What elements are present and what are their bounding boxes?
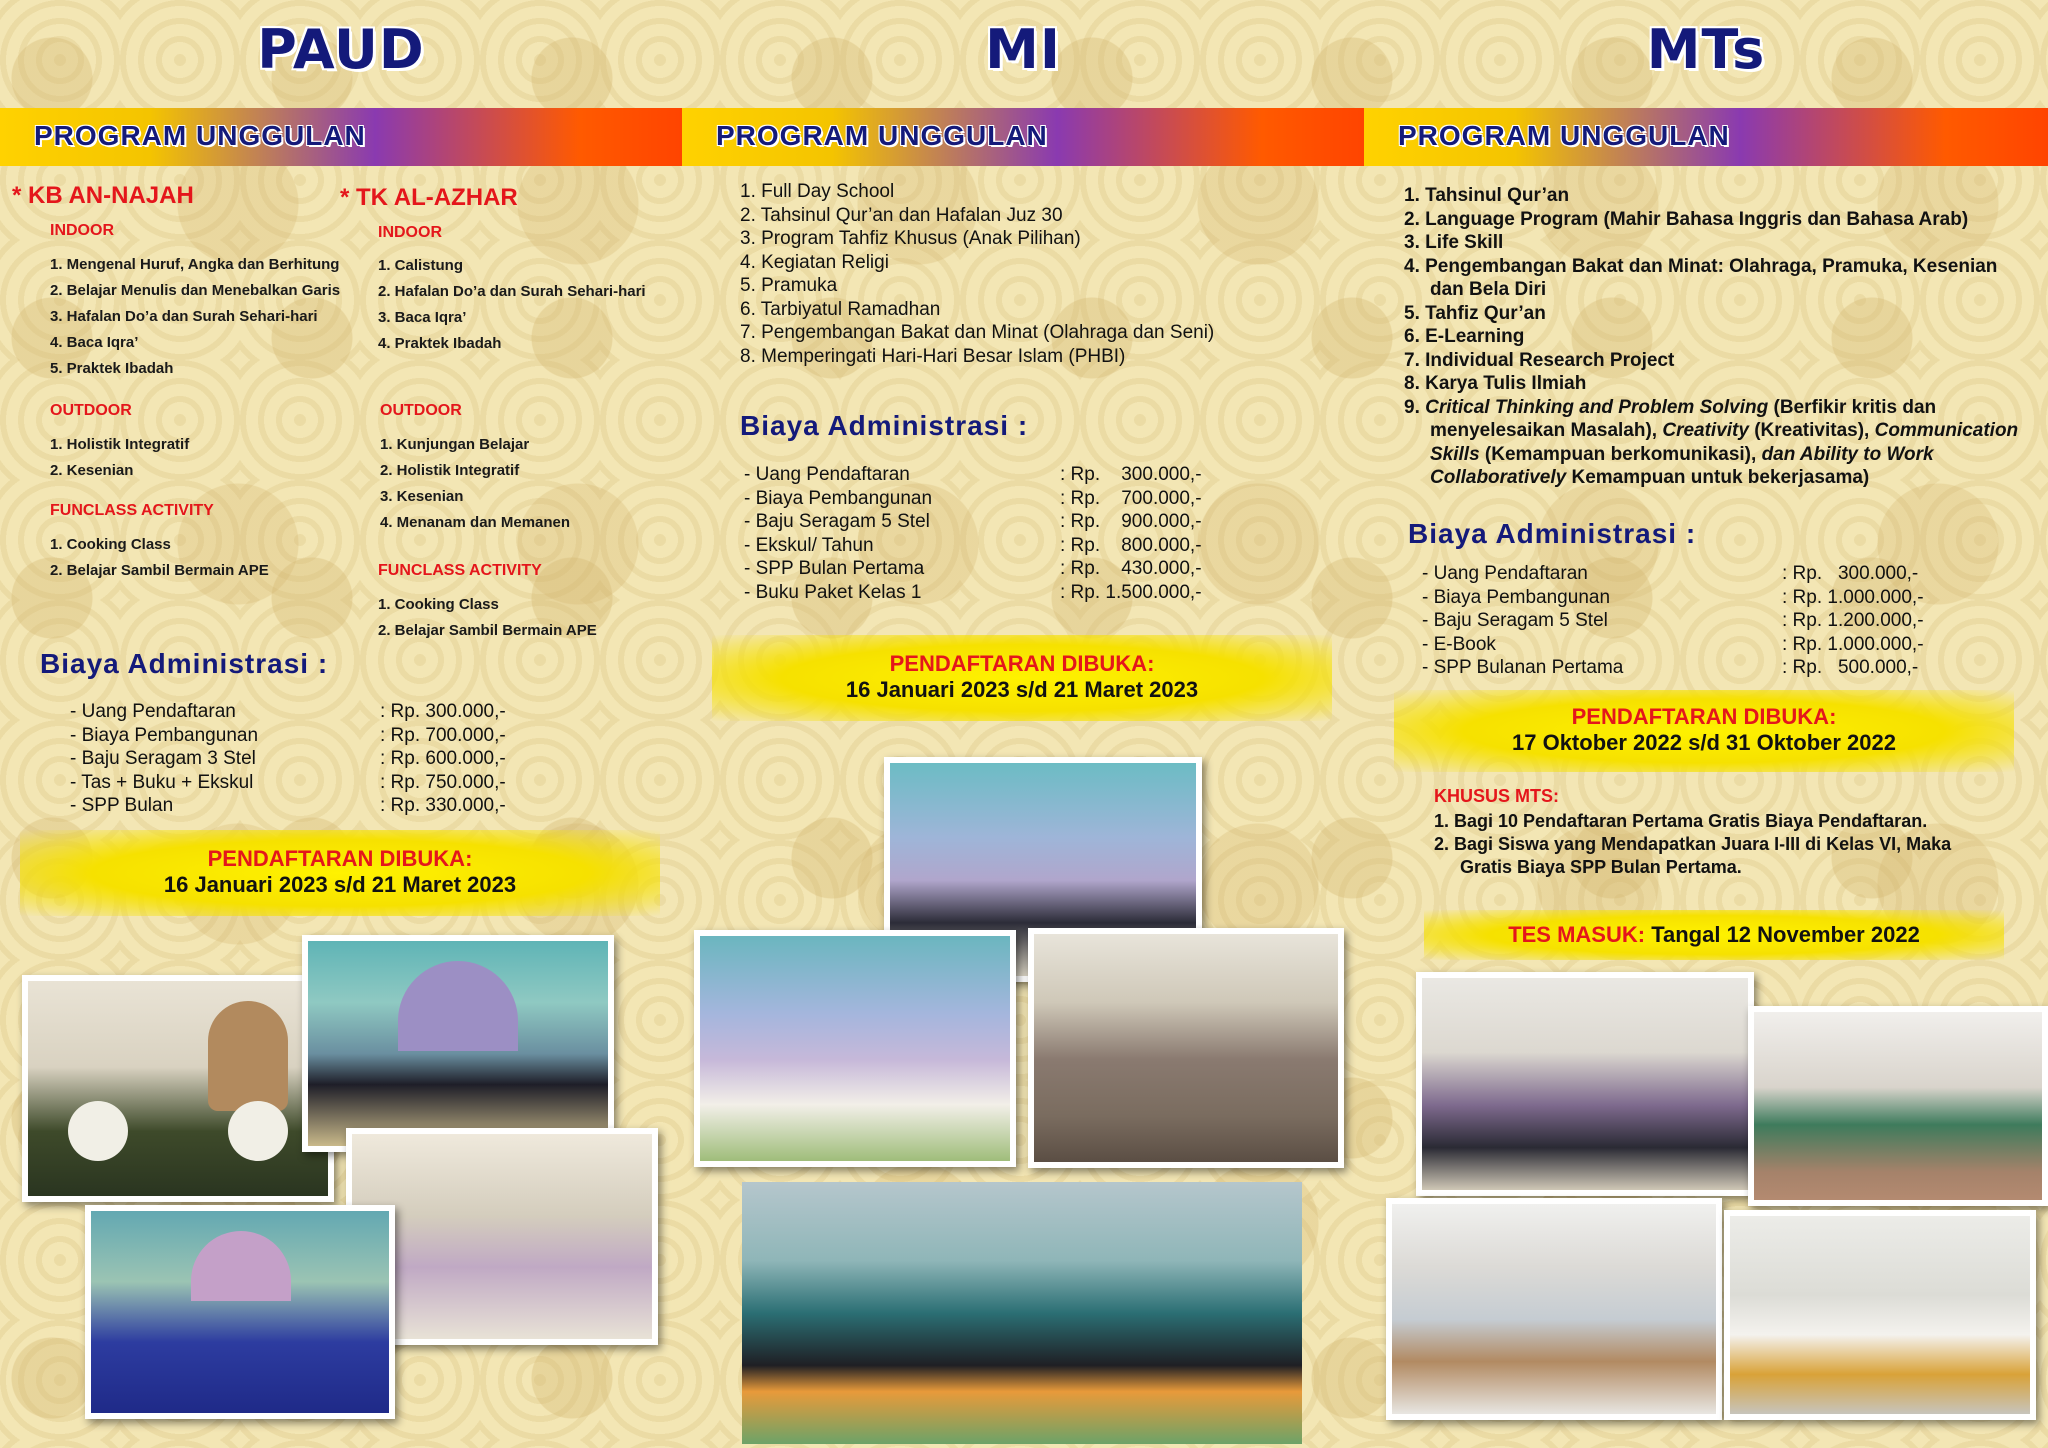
- tk-funclass-list: [378, 592, 597, 644]
- list-item: 1. Mengenal Huruf, Angka dan Berhitung: [50, 256, 340, 273]
- list-item: 3. Hafalan Do’a dan Surah Sehari-hari: [50, 308, 318, 325]
- list-item: 3. Baca Iqra’: [378, 309, 467, 326]
- list-item: 1. Cooking Class: [50, 536, 171, 553]
- list-item: 8. Memperingati Hari-Hari Besar Islam (PHBI): [740, 345, 1126, 367]
- fee-row: [1422, 609, 1982, 633]
- list-item: 1. Calistung: [378, 257, 464, 274]
- list-item: 3. Life Skill: [1404, 232, 1504, 253]
- tk-name: * TK AL-AZHAR: [340, 184, 518, 211]
- fee-label: - Uang Pendaftaran: [70, 701, 236, 722]
- fee-row: [744, 557, 1284, 581]
- list-item: 1. Holistik Integratif: [50, 436, 190, 453]
- mi-reg-dates: 16 Januari 2023 s/d 21 Maret 2023: [845, 677, 1199, 702]
- tk-outdoor-label: OUTDOOR: [380, 402, 462, 419]
- fee-label: - Baju Seragam 5 Stel: [744, 511, 930, 532]
- fee-row: [744, 581, 1284, 605]
- text-italic: Creativity: [1662, 420, 1749, 441]
- fee-label: - Baju Seragam 5 Stel: [1422, 610, 1608, 631]
- list-item: 1. Tahsinul Qur’an: [1404, 185, 1570, 206]
- photo-quran-reading: [1028, 928, 1344, 1168]
- mts-tes-label: TES MASUK:: [1508, 922, 1646, 947]
- fee-amount: : Rp. 330.000,-: [380, 795, 506, 816]
- paud-registration-banner: [20, 830, 660, 916]
- text: Kemampuan untuk bekerjasama): [1566, 467, 1870, 488]
- kb-funclass-label: FUNCLASS ACTIVITY: [50, 502, 214, 519]
- list-item: 6. Tarbiyatul Ramadhan: [740, 298, 941, 320]
- fee-row: [744, 463, 1284, 487]
- fee-label: - Uang Pendaftaran: [1422, 563, 1588, 584]
- list-item: 7. Individual Research Project: [1404, 349, 1675, 371]
- text-italic: Critical Thinking and Problem Solving: [1425, 396, 1769, 418]
- kb-indoor-label: INDOOR: [50, 222, 114, 239]
- mts-khusus-list: [1434, 810, 1974, 879]
- paud-reg-dates: 16 Januari 2023 s/d 21 Maret 2023: [163, 872, 517, 897]
- fee-label: - Baju Seragam 3 Stel: [70, 748, 256, 769]
- fee-amount: : Rp. 430.000,-: [1060, 558, 1202, 579]
- tk-indoor-label: INDOOR: [378, 224, 442, 241]
- fee-label: - E-Book: [1422, 633, 1496, 655]
- list-item: 2. Tahsinul Qur’an dan Hafalan Juz 30: [740, 204, 1063, 226]
- list-item: 7. Pengembangan Bakat dan Minat (Olahraga dan Seni): [740, 322, 1215, 343]
- fee-label: - Biaya Pembangunan: [1422, 586, 1611, 608]
- mi-banner-label: PROGRAM UNGGULAN: [716, 120, 1048, 151]
- list-item: 1. Kunjungan Belajar: [380, 436, 530, 453]
- fee-label: - Ekskul/ Tahun: [744, 534, 874, 556]
- fee-label: - Biaya Pembangunan: [70, 724, 259, 746]
- fee-row: [70, 724, 550, 748]
- fee-amount: : Rp. 750.000,-: [380, 771, 506, 793]
- text-italic: Communication Skills: [1430, 420, 2019, 465]
- paud-panel: [0, 0, 682, 1448]
- fee-row: [1422, 562, 1982, 586]
- mi-program-list: [740, 180, 1214, 368]
- photo-science-experiment: [1748, 1006, 2048, 1206]
- tk-funclass-label: FUNCLASS ACTIVITY: [378, 562, 542, 579]
- fee-row: [1422, 633, 1982, 657]
- fee-amount: : Rp. 1.000.000,-: [1782, 586, 1924, 608]
- mi-panel: [682, 0, 1364, 1448]
- item-number: 9.: [1404, 396, 1426, 418]
- text: (Kemampuan berkomunikasi),: [1479, 443, 1762, 465]
- fee-row: [1422, 586, 1982, 610]
- list-item: 5. Pramuka: [740, 275, 838, 296]
- fee-label: - Tas + Buku + Ekskul: [70, 771, 254, 793]
- paud-banner-label: PROGRAM UNGGULAN: [34, 120, 366, 151]
- fee-amount: : Rp. 700.000,-: [380, 724, 506, 746]
- paud-reg-label: PENDAFTARAN DIBUKA:: [207, 846, 473, 871]
- mts-panel: [1364, 0, 2048, 1448]
- photo-group-activity: [1386, 1198, 1722, 1420]
- fee-label: - Buku Paket Kelas 1: [744, 581, 922, 603]
- mts-biaya-title: Biaya Administrasi :: [1408, 518, 1697, 549]
- mi-biaya-title: Biaya Administrasi :: [740, 410, 1029, 441]
- fee-label: - Uang Pendaftaran: [744, 464, 910, 485]
- kb-name: * KB AN-NAJAH: [12, 182, 194, 209]
- mi-program-banner: [682, 108, 1364, 166]
- fee-label: - SPP Bulan: [70, 795, 174, 816]
- text: (Kreativitas),: [1748, 420, 1875, 441]
- photo-tie-dye-class: [1416, 972, 1754, 1196]
- text: (Berfikir kritis dan menyelesaikan Masalah),: [1430, 396, 1937, 441]
- list-item: 2. Belajar Menulis dan Menebalkan Garis: [50, 282, 341, 299]
- fee-amount: : Rp. 600.000,-: [380, 748, 506, 769]
- fee-row: [70, 747, 550, 771]
- mts-tes-date: Tangal 12 November 2022: [1645, 922, 1920, 947]
- fee-row: [1422, 656, 1982, 680]
- list-item: 2. Kesenian: [50, 462, 134, 479]
- list-item: 3. Program Tahfiz Khusus (Anak Pilihan): [740, 228, 1081, 249]
- photo-mi-graduation-group: [742, 1182, 1302, 1444]
- mi-title: MI: [985, 18, 1061, 81]
- mi-registration-banner: [712, 635, 1332, 721]
- fee-row: [70, 794, 550, 818]
- paud-fee-table: [70, 700, 550, 818]
- kb-funclass-list: [50, 532, 269, 584]
- paud-program-banner: [0, 108, 682, 166]
- photo-project-work: [1724, 1210, 2036, 1420]
- fee-amount: : Rp. 1.200.000,-: [1782, 610, 1924, 631]
- mts-tes-line: [1424, 922, 2004, 948]
- list-item: 2. Holistik Integratif: [380, 462, 520, 479]
- fee-amount: : Rp. 300.000,-: [1782, 563, 1919, 584]
- paud-biaya-title: Biaya Administrasi :: [40, 648, 329, 679]
- mts-fee-table: [1422, 562, 1982, 680]
- kb-outdoor-label: OUTDOOR: [50, 402, 132, 419]
- fee-amount: : Rp. 1.000.000,-: [1782, 633, 1924, 655]
- list-item: 2. Belajar Sambil Bermain APE: [378, 622, 597, 639]
- fee-row: [70, 771, 550, 795]
- list-item: 5. Praktek Ibadah: [50, 360, 174, 377]
- list-item: 4. Baca Iqra’: [50, 334, 139, 351]
- list-item: 4. Kegiatan Religi: [740, 251, 889, 273]
- fee-label: - SPP Bulanan Pertama: [1422, 657, 1624, 678]
- fee-row: [744, 487, 1284, 511]
- mts-banner-label: PROGRAM UNGGULAN: [1398, 120, 1730, 151]
- mts-tes-banner: [1424, 910, 2004, 960]
- mts-title: MTs: [1646, 18, 1766, 81]
- mts-program-banner: [1364, 108, 2048, 166]
- photo-stage-performance: [302, 935, 614, 1152]
- list-item: 8. Karya Tulis Ilmiah: [1404, 373, 1587, 394]
- fee-amount: : Rp. 1.500.000,-: [1060, 581, 1202, 603]
- list-item: 1. Bagi 10 Pendaftaran Pertama Gratis Biaya Pendaftaran.: [1434, 811, 1928, 831]
- list-item: 6. E-Learning: [1404, 326, 1525, 347]
- fee-row: [744, 510, 1284, 534]
- fee-label: - SPP Bulan Pertama: [744, 558, 925, 579]
- kb-indoor-list: [50, 252, 340, 382]
- paud-title: PAUD: [257, 18, 425, 81]
- tk-outdoor-list: [380, 432, 570, 536]
- list-item: 5. Tahfiz Qur’an: [1404, 302, 1546, 324]
- mts-reg-dates: 17 Oktober 2022 s/d 31 Oktober 2022: [1512, 730, 1896, 755]
- fee-amount: : Rp. 900.000,-: [1060, 511, 1202, 532]
- mts-registration-banner: [1394, 690, 2014, 772]
- kb-outdoor-list: [50, 432, 189, 484]
- list-item: 4. Praktek Ibadah: [378, 335, 502, 352]
- fee-amount: : Rp. 700.000,-: [1060, 487, 1202, 509]
- text-italic: dan Ability to Work Collaboratively: [1430, 443, 1934, 488]
- list-item: 3. Kesenian: [380, 488, 464, 505]
- list-item: 2. Hafalan Do’a dan Surah Sehari-hari: [378, 283, 646, 300]
- photo-group-graduation: [85, 1205, 395, 1419]
- fee-amount: : Rp. 800.000,-: [1060, 534, 1202, 556]
- fee-row: [744, 534, 1284, 558]
- photo-cooking-class: [22, 975, 334, 1202]
- fee-amount: : Rp. 300.000,-: [1060, 464, 1202, 485]
- fee-amount: : Rp. 300.000,-: [380, 701, 506, 722]
- list-item: 2. Bagi Siswa yang Mendapatkan Juara I-III di Kelas VI, Maka Gratis Biaya SPP Bulan Pertama.: [1434, 834, 1952, 877]
- mts-reg-label: PENDAFTARAN DIBUKA:: [1571, 704, 1837, 729]
- list-item: 4. Menanam dan Memanen: [380, 514, 571, 531]
- mi-fee-table: [744, 463, 1284, 604]
- photo-stage-costumes: [694, 930, 1016, 1167]
- fee-amount: : Rp. 500.000,-: [1782, 657, 1919, 678]
- list-item: 2. Language Program (Mahir Bahasa Inggris dan Bahasa Arab): [1404, 208, 1969, 230]
- mts-khusus-title: KHUSUS MTS:: [1434, 786, 1559, 806]
- list-item: 2. Belajar Sambil Bermain APE: [50, 562, 269, 579]
- list-item: [1404, 396, 2024, 490]
- list-item: 1. Cooking Class: [378, 596, 499, 613]
- fee-label: - Biaya Pembangunan: [744, 487, 933, 509]
- mi-reg-label: PENDAFTARAN DIBUKA:: [889, 651, 1155, 676]
- mts-program-list: [1404, 184, 2024, 490]
- list-item: 4. Pengembangan Bakat dan Minat: Olahraga, Pramuka, Kesenian dan Bela Diri: [1404, 255, 1998, 300]
- list-item: 1. Full Day School: [740, 181, 895, 202]
- fee-row: [70, 700, 550, 724]
- tk-indoor-list: [378, 253, 646, 357]
